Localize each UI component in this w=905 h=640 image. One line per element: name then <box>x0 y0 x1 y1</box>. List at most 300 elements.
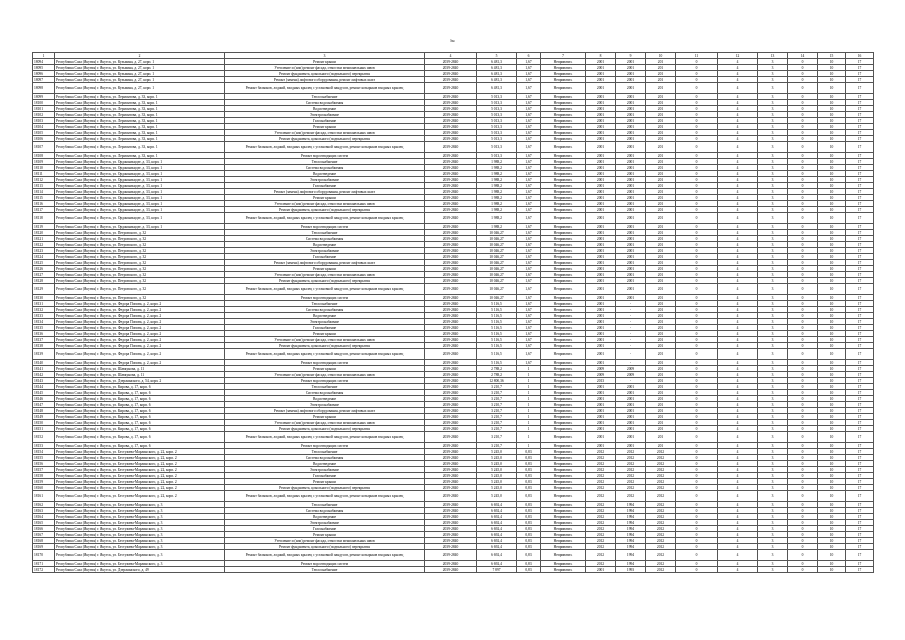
col-9-cell: 2001 <box>616 248 646 254</box>
table-body <box>33 53 874 573</box>
col-work-type-cell: Ремонт крыши <box>225 59 425 65</box>
col-11-cell: 0 <box>676 213 718 224</box>
col-15-cell: 10 <box>818 112 846 118</box>
col-16-cell: 17 <box>846 295 874 301</box>
col-status-cell: Неприватиз. <box>541 254 586 260</box>
col-12-cell: 4 <box>718 71 758 77</box>
col-area-cell: 5 245,0 <box>477 461 517 467</box>
col-coefficient-cell: 1,67 <box>517 278 541 284</box>
col-16-cell: 17 <box>846 248 874 254</box>
col-13-cell: 3 <box>758 432 788 443</box>
col-11-cell: 0 <box>676 514 718 520</box>
col-12-cell: 4 <box>718 426 758 432</box>
col-work-type-cell: Ремонт фундамента, цокольного (подвального) перекрытия <box>225 136 425 142</box>
col-13-cell: 3 <box>758 402 788 408</box>
col-coefficient-cell: 0,83 <box>517 544 541 550</box>
col-13-header: 13 <box>758 53 788 59</box>
col-13-cell: 3 <box>758 325 788 331</box>
col-coefficient-cell: 1,67 <box>517 295 541 301</box>
col-14-cell: 0 <box>788 544 818 550</box>
col-area-cell: 5 116,5 <box>477 301 517 307</box>
col-14-cell: 0 <box>788 402 818 408</box>
col-number-cell: 18106 <box>33 136 55 142</box>
col-11-cell: 0 <box>676 189 718 195</box>
col-area-cell: 5 013,3 <box>477 112 517 118</box>
col-coefficient-cell: 1,67 <box>517 272 541 278</box>
col-9-cell: - <box>616 360 646 366</box>
col-address-cell: Республика Саха (Якутия) г. Якутск, ул. Лермонтова, д. 33, корп. 1 <box>55 124 225 130</box>
col-work-type-cell: Ремонт крыши <box>225 331 425 337</box>
col-11-cell: 0 <box>676 337 718 343</box>
col-9-cell: 2001 <box>616 159 646 165</box>
col-16-cell: 17 <box>846 455 874 461</box>
col-15-cell: 10 <box>818 136 846 142</box>
col-15-cell: 10 <box>818 467 846 473</box>
col-area-cell: 10 046,27 <box>477 272 517 278</box>
col-10-cell: 201 <box>646 112 676 118</box>
col-status-cell: Неприватиз. <box>541 408 586 414</box>
col-12-cell: 4 <box>718 153 758 159</box>
col-area-cell: 1 988,2 <box>477 195 517 201</box>
col-12-cell: 4 <box>718 260 758 266</box>
col-10-cell: 201 <box>646 337 676 343</box>
col-13-cell: 3 <box>758 508 788 514</box>
col-14-cell: 0 <box>788 65 818 71</box>
col-work-type-cell: Теплоснабжение <box>225 567 425 573</box>
col-11-cell: 0 <box>676 77 718 83</box>
col-9-cell: 1994 <box>616 526 646 532</box>
col-11-cell: 0 <box>676 106 718 112</box>
col-address-cell: Республика Саха (Якутия) г. Якутск, ул. Кирова, д. 17, корп. 6 <box>55 432 225 443</box>
table-row <box>33 567 874 573</box>
col-period-cell: 2039-2840 <box>425 390 477 396</box>
col-work-type-cell: Ремонт фундамента, цокольного (подвального) перекрытия <box>225 71 425 77</box>
col-11-cell: 0 <box>676 153 718 159</box>
col-period-cell: 2039-2840 <box>425 313 477 319</box>
col-period-cell: 2039-2840 <box>425 301 477 307</box>
col-work-type-cell: Система водоснабжения <box>225 455 425 461</box>
col-13-cell: 3 <box>758 106 788 112</box>
col-15-cell: 10 <box>818 473 846 479</box>
col-9-cell: 2001 <box>616 408 646 414</box>
col-15-cell: 10 <box>818 561 846 567</box>
col-work-type-cell: Ремонт балконов, лоджий, входных крылец с установкой пандусов, ремонт козырьков входных крылец <box>225 142 425 153</box>
col-number-cell: 18161 <box>33 491 55 502</box>
col-12-cell: 4 <box>718 479 758 485</box>
col-13-cell: 3 <box>758 449 788 455</box>
col-13-cell: 3 <box>758 514 788 520</box>
col-period-cell: 2039-2840 <box>425 83 477 94</box>
col-work-type-cell: Газоснабжение <box>225 473 425 479</box>
col-8-cell: 2012 <box>586 520 616 526</box>
col-10-cell: 201 <box>646 420 676 426</box>
col-coefficient-cell: 1,67 <box>517 343 541 349</box>
col-8-cell: 2001 <box>586 124 616 130</box>
col-12-cell: 4 <box>718 307 758 313</box>
col-13-cell: 3 <box>758 467 788 473</box>
col-16-cell: 17 <box>846 372 874 378</box>
col-area-cell: 3 210,7 <box>477 414 517 420</box>
col-15-cell: 10 <box>818 94 846 100</box>
col-number-cell: 18164 <box>33 514 55 520</box>
col-14-cell: 0 <box>788 136 818 142</box>
col-work-type-cell: Теплоснабжение <box>225 449 425 455</box>
col-period-cell: 2039-2840 <box>425 544 477 550</box>
col-number-cell: 18105 <box>33 130 55 136</box>
col-status-cell: Неприватиз. <box>541 544 586 550</box>
col-9-cell: 2001 <box>616 189 646 195</box>
col-15-cell: 10 <box>818 230 846 236</box>
col-16-cell: 17 <box>846 325 874 331</box>
col-coefficient-cell: 1,67 <box>517 59 541 65</box>
col-work-type-cell: Утепление и (или) ремонт фасада, отмостки межпанельных швов <box>225 538 425 544</box>
col-11-cell: 0 <box>676 65 718 71</box>
col-work-type-cell: Утепление и (или) ремонт фасада, отмостки межпанельных швов <box>225 65 425 71</box>
col-status-cell: Неприватиз. <box>541 165 586 171</box>
col-address-cell: Республика Саха (Якутия) г. Якутск, ул. Орджоникидзе, д. 33, корп. 1 <box>55 171 225 177</box>
col-coefficient-cell: 1,67 <box>517 142 541 153</box>
col-8-cell: 2001 <box>586 83 616 94</box>
col-area-cell: 1 988,2 <box>477 201 517 207</box>
col-9-cell: 2001 <box>616 59 646 65</box>
col-area-cell: 5 013,3 <box>477 118 517 124</box>
col-work-type-cell: Система водоснабжения <box>225 165 425 171</box>
col-15-cell: 10 <box>818 343 846 349</box>
col-14-cell: 0 <box>788 94 818 100</box>
col-period-cell: 2039-2840 <box>425 118 477 124</box>
col-10-cell: 2012 <box>646 455 676 461</box>
col-11-cell: 0 <box>676 183 718 189</box>
col-15-cell: 10 <box>818 390 846 396</box>
col-number-cell: 18144 <box>33 384 55 390</box>
col-16-cell: 17 <box>846 278 874 284</box>
col-14-header: 14 <box>788 53 818 59</box>
col-15-cell: 10 <box>818 100 846 106</box>
col-11-cell: 0 <box>676 414 718 420</box>
col-8-cell: 2001 <box>586 112 616 118</box>
col-15-cell: 10 <box>818 526 846 532</box>
col-10-cell: 201 <box>646 77 676 83</box>
col-status-cell: Неприватиз. <box>541 461 586 467</box>
col-15-cell: 10 <box>818 177 846 183</box>
col-coefficient-cell: 1,67 <box>517 284 541 295</box>
col-13-cell: 3 <box>758 384 788 390</box>
col-status-cell: Неприватиз. <box>541 100 586 106</box>
col-number-cell: 18171 <box>33 561 55 567</box>
col-13-cell: 3 <box>758 260 788 266</box>
col-8-cell: 2001 <box>586 201 616 207</box>
col-10-cell: 201 <box>646 189 676 195</box>
col-work-type-cell: Система водоснабжения <box>225 100 425 106</box>
col-13-cell: 3 <box>758 372 788 378</box>
col-address-cell: Республика Саха (Якутия) г. Якутск, ул. Бестужева-Марлинского, д. 22, корп. 2 <box>55 491 225 502</box>
col-number-cell: 18114 <box>33 189 55 195</box>
col-16-header: 16 <box>846 53 874 59</box>
col-13-cell: 3 <box>758 171 788 177</box>
col-period-cell: 2039-2840 <box>425 520 477 526</box>
col-coefficient-cell: 1,67 <box>517 331 541 337</box>
col-16-cell: 17 <box>846 485 874 491</box>
col-12-cell: 4 <box>718 272 758 278</box>
col-number-cell: 18095 <box>33 65 55 71</box>
col-14-cell: 0 <box>788 491 818 502</box>
col-12-cell: 4 <box>718 544 758 550</box>
col-10-cell: 201 <box>646 319 676 325</box>
col-work-type-cell: Электроснабжение <box>225 467 425 473</box>
col-10-cell: 201 <box>646 183 676 189</box>
col-8-cell: 2001 <box>586 242 616 248</box>
col-16-cell: 17 <box>846 153 874 159</box>
col-address-cell: Республика Саха (Якутия) г. Якутск, ул. Федора Попова, д. 2, корп. 2 <box>55 307 225 313</box>
col-16-cell: 17 <box>846 236 874 242</box>
col-16-cell: 17 <box>846 449 874 455</box>
col-14-cell: 0 <box>788 479 818 485</box>
col-number-cell: 18117 <box>33 207 55 213</box>
col-period-cell: 2039-2840 <box>425 153 477 159</box>
col-15-cell: 10 <box>818 550 846 561</box>
col-coefficient-cell: 1,67 <box>517 319 541 325</box>
col-12-cell: 4 <box>718 266 758 272</box>
col-15-cell: 10 <box>818 520 846 526</box>
col-coefficient-cell: 0,83 <box>517 508 541 514</box>
col-15-cell: 10 <box>818 201 846 207</box>
col-16-cell: 17 <box>846 461 874 467</box>
col-area-cell: 3 210,7 <box>477 432 517 443</box>
col-14-cell: 0 <box>788 124 818 130</box>
col-number-cell: 18099 <box>33 94 55 100</box>
col-coefficient-cell: 1,67 <box>517 236 541 242</box>
col-8-cell: 2001 <box>586 100 616 106</box>
col-11-cell: 0 <box>676 71 718 77</box>
col-area-header: 5 <box>477 53 517 59</box>
col-coefficient-cell: 1,67 <box>517 171 541 177</box>
col-coefficient-cell: 1,67 <box>517 165 541 171</box>
col-period-cell: 2039-2840 <box>425 124 477 130</box>
col-14-cell: 0 <box>788 473 818 479</box>
col-16-cell: 17 <box>846 266 874 272</box>
col-work-type-cell: Ремонт крыши <box>225 366 425 372</box>
col-15-cell: 10 <box>818 183 846 189</box>
col-12-cell: 4 <box>718 171 758 177</box>
col-16-cell: 17 <box>846 443 874 449</box>
col-coefficient-cell: 1,67 <box>517 254 541 260</box>
col-13-cell: 3 <box>758 426 788 432</box>
col-address-cell: Республика Саха (Якутия) г. Якутск, ул. Петровского, д. 32 <box>55 284 225 295</box>
col-work-type-cell: Теплоснабжение <box>225 301 425 307</box>
col-11-cell: 0 <box>676 331 718 337</box>
col-9-cell: 2001 <box>616 230 646 236</box>
col-period-cell: 2039-2840 <box>425 396 477 402</box>
col-8-cell: 2001 <box>586 236 616 242</box>
col-9-cell: 2001 <box>616 384 646 390</box>
col-10-cell: 201 <box>646 349 676 360</box>
col-12-cell: 4 <box>718 189 758 195</box>
col-9-cell: 2001 <box>616 136 646 142</box>
col-15-cell: 10 <box>818 124 846 130</box>
col-status-cell: Неприватиз. <box>541 420 586 426</box>
col-13-cell: 3 <box>758 461 788 467</box>
col-work-type-cell: Ремонт фундамента, цокольного (подвального) перекрытия <box>225 343 425 349</box>
col-status-cell: Неприватиз. <box>541 153 586 159</box>
col-area-cell: 1 988,2 <box>477 224 517 230</box>
col-13-cell: 3 <box>758 59 788 65</box>
table-row <box>33 349 874 360</box>
col-11-cell: 0 <box>676 526 718 532</box>
col-status-cell: Неприватиз. <box>541 136 586 142</box>
col-11-cell: 0 <box>676 301 718 307</box>
col-14-cell: 0 <box>788 366 818 372</box>
col-12-cell: 4 <box>718 295 758 301</box>
col-status-cell: Неприватиз. <box>541 284 586 295</box>
col-10-cell: 2012 <box>646 461 676 467</box>
col-period-cell: 2039-2840 <box>425 567 477 573</box>
col-work-type-cell: Ремонт (замена) лифтового оборудования, ремонт лифтовых шахт <box>225 408 425 414</box>
col-10-cell: 2012 <box>646 514 676 520</box>
col-number-cell: 18154 <box>33 449 55 455</box>
col-number-cell: 18168 <box>33 538 55 544</box>
col-15-cell: 10 <box>818 77 846 83</box>
col-13-cell: 3 <box>758 183 788 189</box>
col-12-cell: 4 <box>718 366 758 372</box>
col-14-cell: 0 <box>788 325 818 331</box>
col-12-cell: 4 <box>718 159 758 165</box>
col-9-cell: 2001 <box>616 242 646 248</box>
col-8-cell: 2001 <box>586 360 616 366</box>
col-8-cell: 2001 <box>586 177 616 183</box>
col-address-cell: Республика Саха (Якутия) г. Якутск, ул. Бестужева-Марлинского, д. 3 <box>55 526 225 532</box>
col-number-cell: 18123 <box>33 248 55 254</box>
col-coefficient-cell: 1,67 <box>517 177 541 183</box>
col-address-cell: Республика Саха (Якутия) г. Якутск, ул. Петровского, д. 32 <box>55 236 225 242</box>
col-11-cell: 0 <box>676 130 718 136</box>
col-coefficient-cell: 1,67 <box>517 201 541 207</box>
col-period-cell: 2039-2840 <box>425 189 477 195</box>
col-address-cell: Республика Саха (Якутия) г. Якутск, ул. Лермонтова, д. 33, корп. 1 <box>55 112 225 118</box>
col-address-cell: Республика Саха (Якутия) г. Якутск, ул. Кузьмина, д. 27, корп. 1 <box>55 59 225 65</box>
col-10-cell: 201 <box>646 272 676 278</box>
col-12-cell: 4 <box>718 136 758 142</box>
col-9-cell: 2001 <box>616 100 646 106</box>
col-10-cell: 201 <box>646 230 676 236</box>
col-10-cell: 2012 <box>646 485 676 491</box>
col-8-cell: 2001 <box>586 301 616 307</box>
col-16-cell: 17 <box>846 532 874 538</box>
col-status-cell: Неприватиз. <box>541 455 586 461</box>
col-10-cell: 2012 <box>646 532 676 538</box>
col-15-cell: 10 <box>818 372 846 378</box>
col-11-cell: 0 <box>676 230 718 236</box>
col-13-cell: 3 <box>758 295 788 301</box>
col-12-cell: 4 <box>718 254 758 260</box>
col-address-cell: Республика Саха (Якутия) г. Якутск, ул. Бестужева-Марлинского, д. 3 <box>55 532 225 538</box>
col-area-cell: 3 210,7 <box>477 408 517 414</box>
col-12-cell: 4 <box>718 83 758 94</box>
table-row <box>33 491 874 502</box>
col-number-cell: 18104 <box>33 124 55 130</box>
col-16-cell: 17 <box>846 384 874 390</box>
col-9-cell: 2001 <box>616 224 646 230</box>
col-13-cell: 3 <box>758 236 788 242</box>
col-11-cell: 0 <box>676 343 718 349</box>
col-address-cell: Республика Саха (Якутия) г. Якутск, ул. Бестужева-Марлинского, д. 22, корп. 2 <box>55 485 225 491</box>
col-coefficient-cell: 0,83 <box>517 473 541 479</box>
col-work-type-cell: Ремонт крыши <box>225 414 425 420</box>
col-work-type-cell: Ремонт водоотводящих систем <box>225 561 425 567</box>
col-8-cell: 2001 <box>586 224 616 230</box>
col-area-cell: 6 481,3 <box>477 65 517 71</box>
col-12-cell: 4 <box>718 106 758 112</box>
col-period-cell: 2039-2840 <box>425 414 477 420</box>
col-coefficient-cell: 0,83 <box>517 485 541 491</box>
col-14-cell: 0 <box>788 520 818 526</box>
col-work-type-cell: Газоснабжение <box>225 325 425 331</box>
col-13-cell: 3 <box>758 538 788 544</box>
col-work-type-cell: Утепление и (или) ремонт фасада, отмостки межпанельных швов <box>225 337 425 343</box>
col-15-cell: 10 <box>818 325 846 331</box>
col-period-cell: 2039-2840 <box>425 432 477 443</box>
col-coefficient-cell: 1,67 <box>517 159 541 165</box>
col-11-cell: 0 <box>676 207 718 213</box>
col-14-cell: 0 <box>788 248 818 254</box>
col-area-cell: 5 013,3 <box>477 124 517 130</box>
col-12-cell: 4 <box>718 443 758 449</box>
col-address-cell: Республика Саха (Якутия) г. Якутск, ул. Бестужева-Марлинского, д. 22, корп. 2 <box>55 467 225 473</box>
col-15-cell: 10 <box>818 278 846 284</box>
col-11-cell: 0 <box>676 520 718 526</box>
col-10-cell: 201 <box>646 83 676 94</box>
col-area-cell: 3 210,7 <box>477 396 517 402</box>
col-period-cell: 2039-2840 <box>425 278 477 284</box>
col-16-cell: 17 <box>846 213 874 224</box>
col-16-cell: 17 <box>846 538 874 544</box>
col-13-cell: 3 <box>758 343 788 349</box>
col-8-cell: 2001 <box>586 195 616 201</box>
col-14-cell: 0 <box>788 189 818 195</box>
col-8-cell: 2001 <box>586 153 616 159</box>
col-16-cell: 17 <box>846 65 874 71</box>
col-15-cell: 10 <box>818 491 846 502</box>
col-address-cell: Республика Саха (Якутия) г. Якутск, ул. Бестужева-Марлинского, д. 22, корп. 2 <box>55 461 225 467</box>
col-11-cell: 0 <box>676 248 718 254</box>
col-work-type-cell: Электроснабжение <box>225 402 425 408</box>
col-14-cell: 0 <box>788 236 818 242</box>
col-11-cell: 0 <box>676 94 718 100</box>
col-12-cell: 4 <box>718 390 758 396</box>
col-15-cell: 10 <box>818 213 846 224</box>
col-11-cell: 0 <box>676 396 718 402</box>
col-8-cell: 2001 <box>586 230 616 236</box>
col-12-cell: 4 <box>718 94 758 100</box>
col-area-cell: 10 046,27 <box>477 295 517 301</box>
col-area-cell: 1 988,2 <box>477 171 517 177</box>
col-14-cell: 0 <box>788 432 818 443</box>
col-11-cell: 0 <box>676 284 718 295</box>
col-15-cell: 10 <box>818 118 846 124</box>
col-10-cell: 201 <box>646 201 676 207</box>
col-12-cell: 4 <box>718 331 758 337</box>
col-coefficient-cell: 1,67 <box>517 189 541 195</box>
col-8-cell: 2001 <box>586 71 616 77</box>
col-12-cell: 4 <box>718 455 758 461</box>
col-9-cell: 1994 <box>616 532 646 538</box>
col-coefficient-cell: 0,83 <box>517 567 541 573</box>
col-address-cell: Республика Саха (Якутия) г. Якутск, ул. Бестужева-Марлинского, д. 22, корп. 2 <box>55 473 225 479</box>
col-coefficient-cell: 1,67 <box>517 71 541 77</box>
col-area-cell: 10 046,27 <box>477 266 517 272</box>
col-area-cell: 6 692,4 <box>477 561 517 567</box>
col-status-cell: Неприватиз. <box>541 278 586 284</box>
col-address-cell: Республика Саха (Якутия) г. Якутск, ул. Федора Попова, д. 2, корп. 2 <box>55 325 225 331</box>
